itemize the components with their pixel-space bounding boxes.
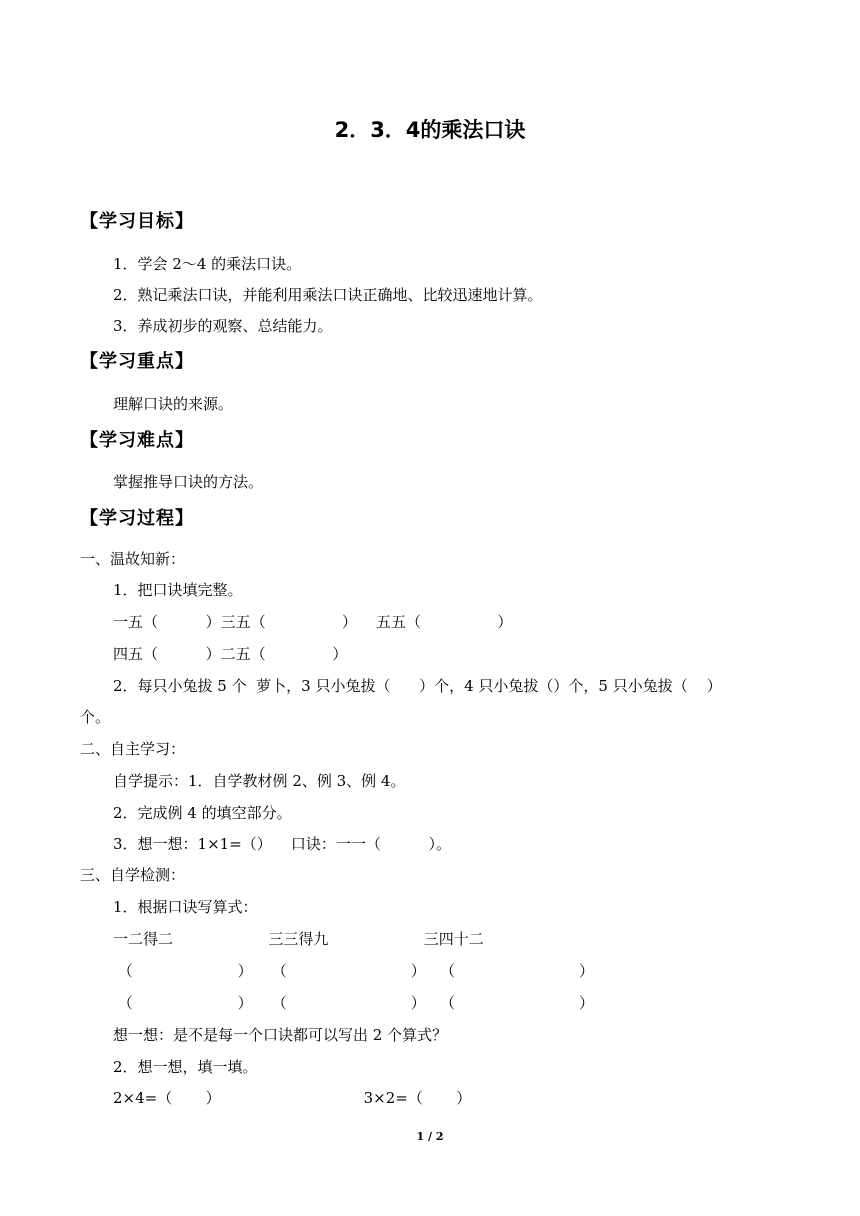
part2-title: 二、自主学习： xyxy=(80,740,186,758)
part1-row2: 四五（ ）二五（ ） xyxy=(113,645,348,663)
difficulties-heading: 【学习难点】 xyxy=(80,430,194,451)
part3-think: 想一想：是不是每一个口诀都可以写出 2 个算式？ xyxy=(113,1026,448,1044)
objective-item-3: 3．养成初步的观察、总结能力。 xyxy=(113,317,333,335)
difficulties-text: 掌握推导口诀的方法。 xyxy=(113,473,264,491)
page-number: 1 / 2 xyxy=(416,1130,444,1143)
part2-item3: 3．想一想：1×1=（） 口诀：一一（ ）。 xyxy=(113,835,452,853)
part1-row1: 一五（ ）三五（ ） 五五（ ） xyxy=(113,613,513,631)
objective-item-1: 1．学会 2～4 的乘法口诀。 xyxy=(113,255,302,273)
part3-blanks-row1: （ ） （ ） （ ） xyxy=(113,962,594,980)
part3-blanks-row2: （ ） （ ） （ ） xyxy=(113,994,594,1012)
part2-hint: 自学提示：1．自学教材例 2、例 3、例 4。 xyxy=(113,772,406,790)
key-points-heading: 【学习重点】 xyxy=(80,351,194,372)
part1-q1: 1．把口诀填完整。 xyxy=(113,581,243,599)
part3-title: 三、自学检测： xyxy=(80,866,186,884)
key-points-text: 理解口诀的来源。 xyxy=(113,395,234,413)
part2-item2: 2．完成例 4 的填空部分。 xyxy=(113,804,292,822)
objective-item-2: 2．熟记乘法口诀，并能利用乘法口诀正确地、比较迅速地计算。 xyxy=(113,286,543,304)
part3-rhymes: 一二得二 三三得九 三四十二 xyxy=(113,930,484,948)
part3-q2: 2．想一想，填一填。 xyxy=(113,1058,258,1076)
objectives-heading: 【学习目标】 xyxy=(80,211,194,232)
part1-q2-line1: 2．每只小兔拔 5 个 萝卜，3 只小兔拔（ ）个，4 只小兔拔（）个，5 只小兔拔（ ） xyxy=(113,677,722,695)
part1-q2-line2: 个。 xyxy=(80,708,111,726)
process-heading: 【学习过程】 xyxy=(80,508,194,529)
part3-q1: 1．根据口诀写算式： xyxy=(113,898,258,916)
document-title: 2．3．4的乘法口诀 xyxy=(334,118,526,142)
part1-title: 一、温故知新： xyxy=(80,550,186,568)
part3-calc: 2×4=（ ） 3×2=（ ） xyxy=(113,1089,472,1107)
